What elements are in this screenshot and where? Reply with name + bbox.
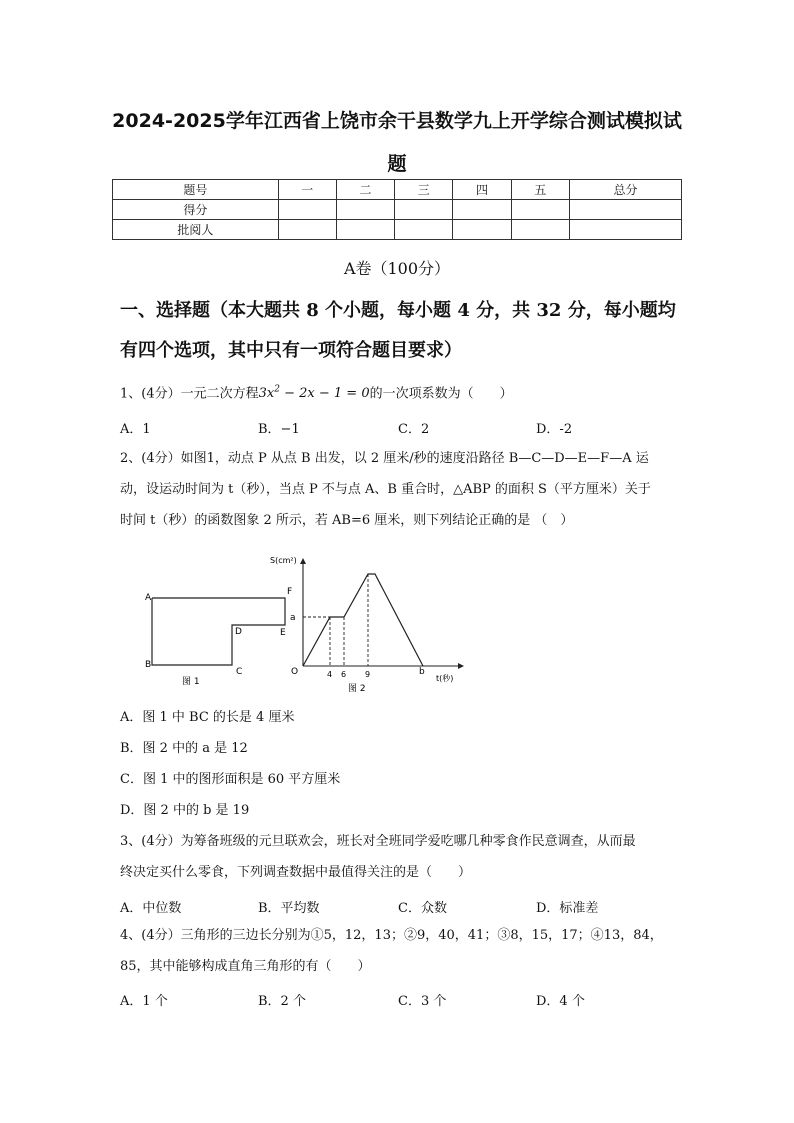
section1-heading-line2: 有四个选项，其中只有一项符合题目要求） bbox=[120, 340, 462, 361]
score-cell bbox=[395, 220, 453, 240]
q4-line: 85，其中能够构成直角三角形的有（ ） bbox=[120, 959, 371, 974]
fig2-y-arrow bbox=[300, 558, 306, 564]
q4-option-c[interactable]: C．3 个 bbox=[398, 994, 447, 1009]
score-cell bbox=[569, 220, 681, 240]
score-cell: 四 bbox=[453, 180, 511, 200]
q2-line: 时间 t（秒）的函数图象 2 所示，若 AB=6 厘米，则下列结论正确的是 （ ） bbox=[120, 513, 574, 528]
fig1-label-e: E bbox=[280, 628, 286, 638]
q4-option-a[interactable]: A．1 个 bbox=[120, 994, 168, 1009]
q1-option-c[interactable]: C．2 bbox=[398, 422, 430, 437]
q1-option-d[interactable]: D．-2 bbox=[536, 422, 573, 437]
section-a-heading: A卷（100分） bbox=[343, 259, 451, 278]
score-cell bbox=[336, 200, 394, 220]
fig1-label-d: D bbox=[235, 627, 242, 637]
q3-line: 3、(4分）为筹备班级的元旦联欢会，班长对全班同学爱吃哪几种零食作民意调查，从而最 bbox=[120, 834, 636, 849]
q2-options bbox=[120, 702, 680, 826]
score-cell bbox=[336, 220, 394, 240]
score-cell bbox=[511, 220, 569, 240]
q1-eq-part: 3x bbox=[258, 386, 275, 402]
q1-equation bbox=[259, 386, 370, 401]
score-cell bbox=[278, 200, 336, 220]
q1-prefix: 1、(4分）一元二次方程 bbox=[120, 386, 259, 402]
fig2-a-label: a bbox=[290, 613, 296, 623]
q2-option-a[interactable]: A．图 1 中 BC 的长是 4 厘米 bbox=[120, 710, 295, 725]
score-cell: 二 bbox=[336, 180, 394, 200]
score-table-header-row bbox=[113, 180, 682, 200]
fig1-shape bbox=[152, 598, 285, 665]
fig1-label-a: A bbox=[145, 593, 152, 603]
fig1-label-b: B bbox=[145, 660, 152, 670]
q3-option-b[interactable]: B．平均数 bbox=[258, 901, 320, 916]
question-4 bbox=[120, 920, 680, 982]
fig2-tick-6: 6 bbox=[341, 670, 347, 679]
score-cell bbox=[453, 220, 511, 240]
q2-option-c[interactable]: C．图 1 中的图形面积是 60 平方厘米 bbox=[120, 772, 341, 787]
fig2-x-label: t(秒) bbox=[436, 674, 454, 683]
question-1 bbox=[120, 375, 680, 409]
score-cell: 得分 bbox=[113, 200, 279, 220]
q1-option-a[interactable]: A．1 bbox=[120, 422, 151, 437]
q4-line: 4、(4分）三角形的三边长分别为①5，12，13；②9，40，41；③8，15，17；④13，84， bbox=[120, 928, 663, 943]
score-cell: 总分 bbox=[569, 180, 681, 200]
fig2-graph-line bbox=[303, 574, 423, 666]
score-cell: 一 bbox=[278, 180, 336, 200]
question-3 bbox=[120, 826, 680, 888]
fig2-b-label: b bbox=[419, 667, 425, 677]
paper-title-line2: 题 bbox=[387, 153, 407, 175]
fig2-origin: O bbox=[291, 667, 299, 677]
section1-heading-line1: 一、选择题（本大题共 8 个小题，每小题 4 分，共 32 分，每小题均 bbox=[120, 300, 676, 321]
q1-eq-part: − 2x − 1 = 0 bbox=[279, 386, 370, 402]
q2-option-b[interactable]: B．图 2 中的 a 是 12 bbox=[120, 741, 248, 756]
score-cell bbox=[511, 200, 569, 220]
fig2-tick-4: 4 bbox=[327, 670, 333, 679]
q2-line: 动，设运动时间为 t（秒），当点 P 不与点 A、B 重合时，△ABP 的面积 S（平方厘米）关于 bbox=[120, 482, 651, 497]
q2-line: 2、(4分）如图1，动点 P 从点 B 出发，以 2 厘米/秒的速度沿路径 B—C—D—E—F—A 运 bbox=[120, 451, 649, 466]
score-table bbox=[112, 179, 682, 240]
score-cell bbox=[278, 220, 336, 240]
score-cell: 三 bbox=[395, 180, 453, 200]
score-table-row bbox=[113, 200, 682, 220]
q1-eq-exponent: 2 bbox=[274, 385, 280, 395]
q1-suffix: 的一次项系数为（ ） bbox=[369, 386, 513, 402]
score-cell: 题号 bbox=[113, 180, 279, 200]
q2-option-d[interactable]: D．图 2 中的 b 是 19 bbox=[120, 803, 250, 818]
paper-title-line1: 2024-2025学年江西省上饶市余干县数学九上开学综合测试模拟试 bbox=[112, 110, 682, 132]
q4-option-b[interactable]: B．2 个 bbox=[258, 994, 306, 1009]
q3-option-a[interactable]: A．中位数 bbox=[120, 901, 182, 916]
score-cell bbox=[453, 200, 511, 220]
question-2 bbox=[120, 443, 680, 536]
score-cell bbox=[395, 200, 453, 220]
fig2-tick-9: 9 bbox=[365, 670, 371, 679]
q4-option-d[interactable]: D．4 个 bbox=[536, 994, 585, 1009]
fig1-label-c: C bbox=[236, 667, 243, 677]
q3-option-d[interactable]: D．标准差 bbox=[536, 901, 599, 916]
score-cell: 五 bbox=[511, 180, 569, 200]
score-cell bbox=[569, 200, 681, 220]
fig2-x-arrow bbox=[458, 663, 464, 669]
q2-figure bbox=[140, 550, 470, 700]
q3-line: 终决定买什么零食，下列调查数据中最值得关注的是（ ） bbox=[120, 865, 472, 880]
fig2-caption: 图 2 bbox=[348, 684, 366, 694]
score-cell: 批阅人 bbox=[113, 220, 279, 240]
q3-option-c[interactable]: C．众数 bbox=[398, 901, 447, 916]
fig1-label-f: F bbox=[287, 587, 293, 597]
score-table-row bbox=[113, 220, 682, 240]
q1-option-b[interactable]: B．−1 bbox=[258, 422, 300, 437]
fig2-y-label: S(cm²) bbox=[270, 556, 297, 565]
fig1-caption: 图 1 bbox=[182, 677, 200, 687]
